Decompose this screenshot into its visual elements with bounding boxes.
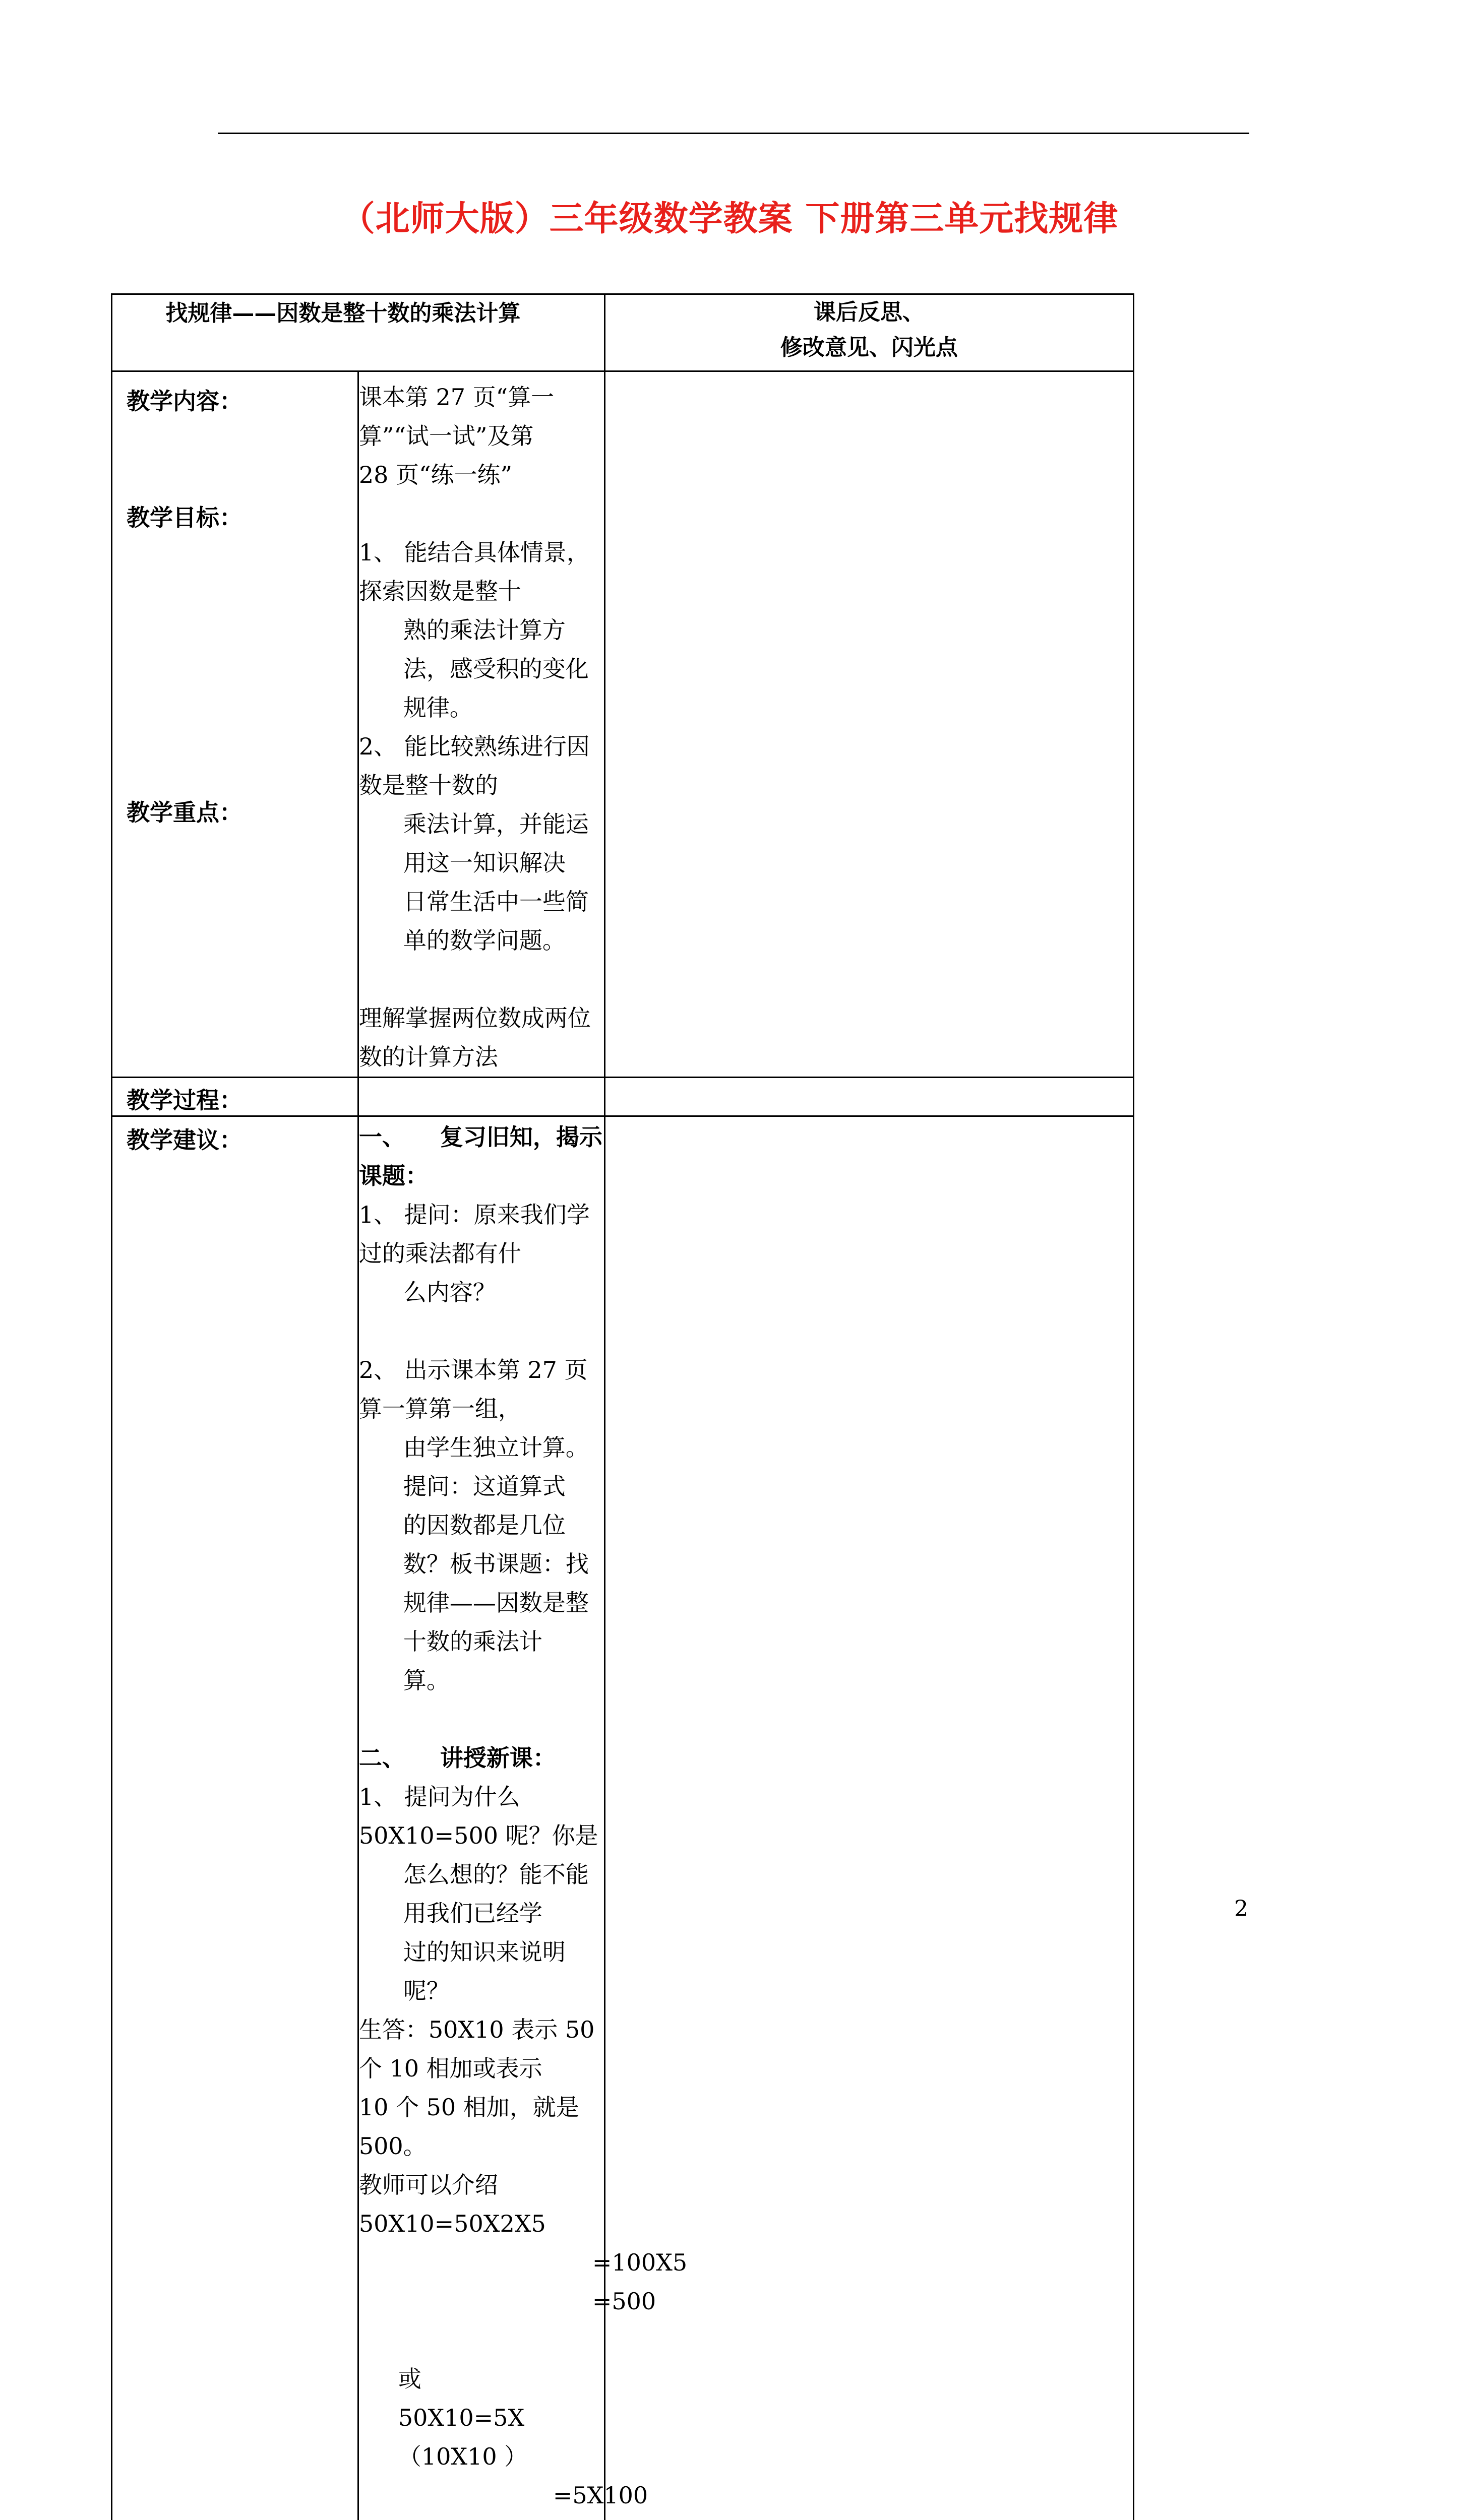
content-line: 28 页“练一练” xyxy=(359,456,604,494)
section-heading: 二、 讲授新课： xyxy=(359,1739,604,1778)
key-point-line: 理解掌握两位数成两位数的计算方法 xyxy=(359,999,604,1077)
equation-line xyxy=(359,2515,604,2520)
equation-line: =100X5 xyxy=(359,2243,604,2282)
table-row xyxy=(112,1116,1134,2520)
row1-label-cell xyxy=(112,371,358,1078)
text-line: 么内容？ xyxy=(359,1273,604,1312)
text-line: 由学生独立计算。提问：这道算式 xyxy=(359,1428,604,1506)
row1-notes-cell xyxy=(604,371,1133,1078)
row3-notes-cell xyxy=(604,1116,1133,2520)
row3-content-cell xyxy=(358,1116,604,2520)
label-teaching-key: 教学重点： xyxy=(127,794,242,828)
lesson-topic-cell xyxy=(112,294,605,371)
text-line: 过的知识来说明呢？ xyxy=(359,1933,604,2010)
text-line: 1、 提问：原来我们学过的乘法都有什 xyxy=(359,1195,604,1273)
row2-label-cell xyxy=(112,1078,358,1116)
equation-line xyxy=(359,2360,604,2476)
label-teaching-content: 教学内容： xyxy=(127,383,242,416)
goal-line: 日常生活中一些简单的数学问题。 xyxy=(359,883,604,960)
text-line: 生答：50X10 表示 50 个 10 相加或表示 xyxy=(359,2010,604,2088)
text-line: 教师可以介绍 50X10=50X2X5 xyxy=(359,2166,604,2243)
row2-content-cell xyxy=(358,1078,604,1116)
goal-line: 2、 能比较熟练进行因数是整十数的 xyxy=(359,727,604,805)
text-line: 怎么想的？能不能用我们已经学 xyxy=(359,1855,604,1933)
label-teaching-goal: 教学目标： xyxy=(127,499,242,533)
reflection-header-line1: 课后反思、 xyxy=(605,295,1133,330)
text-line: 2、 出示课本第 27 页算一算第一组， xyxy=(359,1351,604,1428)
goal-line: 乘法计算，并能运用这一知识解决 xyxy=(359,805,604,883)
lesson-topic: 找规律——因数是整十数的乘法计算 xyxy=(165,295,520,327)
section-heading: 一、 复习旧知，揭示课题： xyxy=(359,1118,604,1195)
table-row xyxy=(112,371,1134,1078)
table-header-row xyxy=(112,294,1134,371)
equation-line: =500 xyxy=(359,2282,604,2321)
lesson-plan-table xyxy=(111,293,1134,2520)
goal-line: 1、 能结合具体情景，探索因数是整十 xyxy=(359,533,604,611)
equation-line: =5X100 xyxy=(359,2476,604,2515)
row3-label-cell xyxy=(112,1116,358,2520)
label-teaching-process: 教学过程： xyxy=(127,1082,242,1115)
content-line: 课本第 27 页“算一算”“试一试”及第 xyxy=(359,378,604,456)
text-line: 10 个 50 相加，就是 500。 xyxy=(359,2088,604,2166)
reflection-header-cell xyxy=(604,294,1133,371)
table-row xyxy=(112,1078,1134,1116)
row1-content-cell xyxy=(358,371,604,1078)
text-line: 规律——因数是整十数的乘法计 xyxy=(359,1584,604,1661)
goal-line: 规律。 xyxy=(359,688,604,727)
text-line: 的因数都是几位数？板书课题：找 xyxy=(359,1506,604,1584)
goal-line: 熟的乘法计算方法，感受积的变化 xyxy=(359,611,604,688)
or-label: 或 xyxy=(398,2365,421,2392)
label-teaching-suggestion: 教学建议： xyxy=(127,1122,242,1155)
row2-notes-cell xyxy=(604,1078,1133,1116)
reflection-header-line2: 修改意见、闪光点 xyxy=(605,330,1133,365)
text-line: 1、 提问为什么 50X10=500 呢？你是 xyxy=(359,1778,604,1855)
text-line: 算。 xyxy=(359,1661,604,1700)
page-title: （北师大版）三年级数学教案 下册第三单元找规律 xyxy=(0,192,1459,240)
page-number: 2 xyxy=(1234,1896,1248,1922)
header-rule xyxy=(218,133,1249,134)
equation-text: 50X10=5X（10X10 ） xyxy=(398,2404,527,2470)
